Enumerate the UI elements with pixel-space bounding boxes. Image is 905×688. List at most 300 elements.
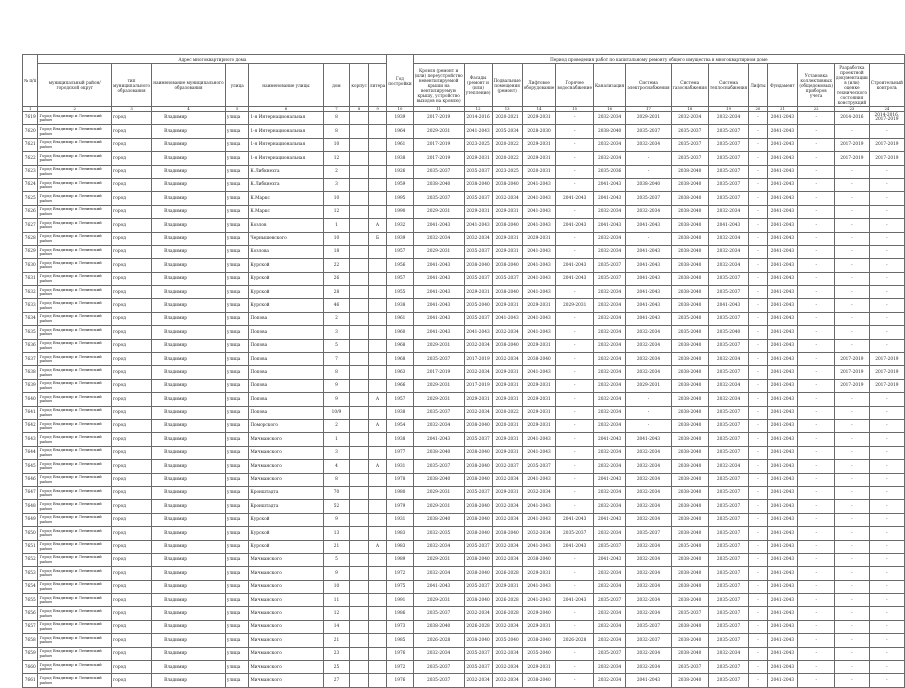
repair-period-cell: 2035-2037: [464, 245, 492, 258]
repair-period-cell: 2041-2043: [593, 513, 625, 526]
repair-period-cell: 2029-2031: [413, 500, 464, 513]
repair-period-cell: -: [749, 406, 767, 419]
table-row: [23, 326, 905, 339]
municipality-type-cell: город: [112, 634, 152, 647]
repair-period-cell: 2041-2043: [464, 125, 492, 138]
row-number-cell: 7628: [23, 232, 38, 245]
repair-period-cell: 2032-2034: [413, 232, 464, 245]
letter-cell: А: [368, 219, 386, 232]
building-cell: [350, 366, 368, 379]
house-cell: 7: [323, 353, 350, 366]
street-type-cell: улица: [225, 112, 248, 125]
street-name-cell: Кронштадта: [249, 500, 323, 513]
letter-cell: [368, 446, 386, 459]
table-row: [23, 379, 905, 392]
municipality-type-cell: город: [112, 661, 152, 674]
repair-period-cell: -: [626, 232, 671, 245]
repair-period-cell: 2029-2031: [492, 486, 522, 499]
repair-period-cell: -: [749, 661, 767, 674]
column-number: 23: [834, 107, 869, 112]
repair-period-cell: 2041-2043: [767, 299, 798, 312]
repair-period-cell: 2035-2037: [464, 647, 492, 660]
row-number-cell: 7639: [23, 379, 38, 392]
repair-period-cell: 2032-2034: [492, 353, 522, 366]
repair-period-cell: 2029-2031: [522, 419, 556, 432]
repair-period-cell: 2038-2040: [492, 178, 522, 191]
year-built-cell: 1954: [387, 419, 413, 432]
letter-cell: [368, 152, 386, 165]
column-header: Канализация: [593, 64, 625, 107]
repair-period-cell: -: [869, 178, 904, 191]
repair-period-cell: 2041-2043: [767, 540, 798, 553]
repair-period-cell: 2032-2034: [593, 112, 625, 125]
municipality-cell: Владимир: [152, 192, 226, 205]
repair-period-cell: 2035-2037: [593, 540, 625, 553]
street-name-cell: Мичманского: [249, 634, 323, 647]
repair-period-cell: 2038-2040: [671, 580, 708, 593]
house-cell: 9: [323, 379, 350, 392]
street-type-cell: улица: [225, 178, 248, 191]
repair-period-cell: -: [798, 272, 835, 285]
row-number-cell: 7648: [23, 500, 38, 513]
repair-period-cell: 2032-2034: [593, 634, 625, 647]
municipality-type-cell: город: [112, 406, 152, 419]
letter-cell: [368, 661, 386, 674]
column-number: 12: [464, 107, 492, 112]
house-cell: 8: [323, 366, 350, 379]
house-cell: 10: [323, 192, 350, 205]
repair-period-cell: 2041-2043: [767, 245, 798, 258]
street-type-cell: улица: [225, 326, 248, 339]
repair-period-cell: 2035-2037: [708, 178, 748, 191]
repair-period-cell: 2038-2040: [671, 620, 708, 633]
repair-period-cell: 2035-2037: [464, 192, 492, 205]
repair-period-cell: -: [834, 486, 869, 499]
repair-period-cell: -: [749, 125, 767, 138]
repair-period-cell: 2029-2031: [464, 152, 492, 165]
repair-period-cell: 2035-2040: [671, 326, 708, 339]
municipality-type-cell: город: [112, 527, 152, 540]
repair-period-cell: 2038-2040: [464, 553, 492, 566]
district-cell: Город Владимир и Ленинский район: [38, 433, 112, 446]
district-cell: Город Владимир и Ленинский район: [38, 540, 112, 553]
table-row: [23, 366, 905, 379]
repair-period-cell: 2032-2034: [593, 486, 625, 499]
letter-cell: А: [368, 460, 386, 473]
repair-period-cell: 2035-2037: [708, 406, 748, 419]
street-name-cell: Мичманского: [249, 460, 323, 473]
repair-period-cell: 2041-2043: [767, 567, 798, 580]
street-name-cell: Мичманского: [249, 607, 323, 620]
repair-period-cell: 2035-2037: [708, 286, 748, 299]
repair-period-cell: 2035-2040: [464, 299, 492, 312]
repair-period-cell: 2020-2022: [492, 152, 522, 165]
repair-period-cell: 2035-2037: [492, 272, 522, 285]
repair-period-cell: -: [834, 259, 869, 272]
municipality-cell: Владимир: [152, 406, 226, 419]
row-number-cell: 7627: [23, 219, 38, 232]
repair-period-cell: 2041-2043: [767, 219, 798, 232]
district-cell: Город Владимир и Ленинский район: [38, 446, 112, 459]
building-cell: [350, 607, 368, 620]
repair-period-cell: -: [798, 312, 835, 325]
repair-period-cell: -: [749, 299, 767, 312]
repair-period-cell: 2041-2043: [522, 205, 556, 218]
street-name-cell: Чернышевского: [249, 232, 323, 245]
repair-period-cell: 2038-2040: [671, 286, 708, 299]
repair-period-cell: -: [749, 553, 767, 566]
repair-period-cell: 2032-2034: [492, 500, 522, 513]
district-cell: Город Владимир и Ленинский район: [38, 580, 112, 593]
repair-period-cell: 2029-2031: [464, 393, 492, 406]
table-row: [23, 312, 905, 325]
table-row: [23, 406, 905, 419]
repair-period-cell: 2035-2040: [522, 647, 556, 660]
repair-period-cell: -: [869, 446, 904, 459]
row-number-cell: 7660: [23, 661, 38, 674]
year-built-cell: 1963: [387, 366, 413, 379]
repair-period-cell: 2032-2034: [492, 326, 522, 339]
repair-period-cell: -: [798, 513, 835, 526]
street-name-cell: К.Либкнехта: [249, 165, 323, 178]
repair-period-cell: 2032-2034: [522, 527, 556, 540]
repair-period-cell: -: [749, 312, 767, 325]
repair-period-cell: -: [749, 379, 767, 392]
repair-period-cell: 2041-2043: [767, 674, 798, 687]
municipality-type-cell: город: [112, 500, 152, 513]
repair-period-cell: 2028-2030: [522, 125, 556, 138]
column-header: Лифты: [749, 64, 767, 107]
repair-period-cell: 2035-2037: [464, 312, 492, 325]
letter-cell: [368, 178, 386, 191]
municipality-type-cell: город: [112, 112, 152, 125]
repair-period-cell: 2041-2043: [767, 205, 798, 218]
repair-period-cell: 2041-2043: [767, 393, 798, 406]
repair-period-cell: 2026-2028: [492, 567, 522, 580]
repair-period-cell: -: [798, 540, 835, 553]
repair-period-cell: 2032-2034: [593, 312, 625, 325]
repair-period-cell: 2032-2034: [626, 353, 671, 366]
municipality-type-cell: город: [112, 580, 152, 593]
repair-period-cell: -: [798, 460, 835, 473]
repair-period-cell: -: [834, 553, 869, 566]
table-row: [23, 540, 905, 553]
year-built-cell: 1932: [387, 219, 413, 232]
municipality-type-cell: город: [112, 540, 152, 553]
street-type-cell: улица: [225, 192, 248, 205]
repair-period-cell: -: [798, 419, 835, 432]
repair-period-cell: 2041-2043: [767, 513, 798, 526]
building-cell: [350, 634, 368, 647]
row-number-cell: 7642: [23, 419, 38, 432]
house-cell: 12: [323, 205, 350, 218]
municipality-cell: Владимир: [152, 540, 226, 553]
repair-period-cell: -: [749, 178, 767, 191]
repair-period-cell: 2017-2019: [869, 353, 904, 366]
repair-period-cell: 2041-2043: [767, 326, 798, 339]
repair-period-cell: -: [834, 647, 869, 660]
repair-period-cell: -: [749, 286, 767, 299]
repair-period-cell: 2029-2031: [464, 286, 492, 299]
repair-period-cell: 2023-2025: [464, 138, 492, 151]
repair-period-cell: -: [869, 540, 904, 553]
repair-period-cell: 2032-2034: [708, 393, 748, 406]
column-number: 16: [593, 107, 625, 112]
repair-period-cell: 2035-2040: [708, 326, 748, 339]
repair-period-cell: 2032-2034: [593, 152, 625, 165]
repair-period-cell: -: [869, 553, 904, 566]
municipality-type-cell: город: [112, 178, 152, 191]
letter-cell: [368, 620, 386, 633]
street-name-cell: Курской: [249, 299, 323, 312]
repair-period-cell: 2014-2016: [464, 112, 492, 125]
letter-cell: [368, 272, 386, 285]
repair-period-cell: 2032-2034: [708, 205, 748, 218]
repair-period-cell: 2020-2022: [492, 138, 522, 151]
repair-period-cell: -: [869, 473, 904, 486]
repair-period-cell: -: [749, 112, 767, 125]
column-header: дом: [323, 64, 350, 107]
repair-period-cell: 2032-2034: [626, 138, 671, 151]
building-cell: [350, 178, 368, 191]
repair-period-cell: 2017-2019: [834, 379, 869, 392]
repair-period-cell: 2035-2040: [671, 312, 708, 325]
repair-period-cell: -: [749, 393, 767, 406]
repair-period-cell: -: [798, 366, 835, 379]
repair-period-cell: 2032-2034: [593, 567, 625, 580]
repair-period-cell: 2032-2034: [626, 594, 671, 607]
repair-period-cell: -: [869, 205, 904, 218]
repair-period-cell: 2041-2043: [626, 312, 671, 325]
municipality-cell: Владимир: [152, 138, 226, 151]
repair-period-cell: 2035-2037: [413, 353, 464, 366]
year-built-cell: 1931: [387, 513, 413, 526]
building-cell: [350, 205, 368, 218]
repair-period-cell: 2035-2037: [708, 567, 748, 580]
repair-period-cell: -: [834, 460, 869, 473]
table-row: [23, 500, 905, 513]
district-cell: Город Владимир и Ленинский район: [38, 674, 112, 687]
repair-period-cell: 2035-2037: [708, 152, 748, 165]
street-type-cell: улица: [225, 152, 248, 165]
repair-period-cell: 2035-2037: [708, 192, 748, 205]
letter-cell: [368, 674, 386, 687]
repair-period-cell: -: [556, 446, 594, 459]
table-row: [23, 634, 905, 647]
house-cell: 1: [323, 433, 350, 446]
district-cell: Город Владимир и Ленинский район: [38, 513, 112, 526]
repair-period-cell: 2017-2019: [413, 152, 464, 165]
street-name-cell: Курской: [249, 527, 323, 540]
district-cell: Город Владимир и Ленинский район: [38, 339, 112, 352]
table-row: [23, 299, 905, 312]
repair-period-cell: -: [798, 339, 835, 352]
house-cell: 25: [323, 661, 350, 674]
repair-period-cell: -: [556, 326, 594, 339]
repair-period-cell: 2017-2019: [834, 152, 869, 165]
repair-period-cell: 2041-2043: [522, 366, 556, 379]
repair-period-cell: 2038-2040: [671, 353, 708, 366]
repair-period-cell: 2014-2016, 2017-2019: [869, 112, 904, 125]
column-header: Система электроснабжения: [626, 64, 671, 107]
repair-period-cell: -: [834, 433, 869, 446]
repair-period-cell: -: [834, 634, 869, 647]
building-cell: [350, 553, 368, 566]
column-number: 1: [23, 107, 38, 112]
table-row: [23, 125, 905, 138]
year-built-cell: 1939: [387, 232, 413, 245]
street-type-cell: улица: [225, 232, 248, 245]
repair-period-cell: 2041-2043: [522, 272, 556, 285]
repair-period-cell: -: [798, 152, 835, 165]
letter-cell: [368, 433, 386, 446]
column-header: Горячее водоснабжение: [556, 64, 594, 107]
repair-period-cell: 2041-2043: [522, 178, 556, 191]
repair-period-cell: 2041-2043: [464, 219, 492, 232]
repair-period-cell: 2032-2034: [626, 500, 671, 513]
repair-period-cell: 2041-2043: [767, 634, 798, 647]
repair-period-cell: 2032-2034: [626, 661, 671, 674]
column-number: 10: [387, 107, 413, 112]
repair-period-cell: 2041-2043: [413, 326, 464, 339]
repair-period-cell: 2038-2040: [464, 634, 492, 647]
repair-period-cell: 2032-2034: [464, 607, 492, 620]
letter-cell: А: [368, 393, 386, 406]
district-cell: Город Владимир и Ленинский район: [38, 232, 112, 245]
repair-period-cell: -: [834, 406, 869, 419]
letter-cell: [368, 205, 386, 218]
repair-period-cell: 2035-2037: [464, 661, 492, 674]
repair-period-cell: 2032-2034: [593, 353, 625, 366]
building-cell: [350, 446, 368, 459]
street-name-cell: Курской: [249, 259, 323, 272]
repair-period-cell: 2041-2043: [556, 540, 594, 553]
street-name-cell: Курской: [249, 513, 323, 526]
repair-period-cell: -: [556, 406, 594, 419]
row-number-cell: 7650: [23, 527, 38, 540]
district-cell: Город Владимир и Ленинский район: [38, 178, 112, 191]
repair-period-cell: -: [556, 553, 594, 566]
repair-period-cell: -: [798, 219, 835, 232]
repair-period-cell: 2035-2037: [464, 433, 492, 446]
repair-period-cell: -: [869, 219, 904, 232]
year-built-cell: 1961: [387, 312, 413, 325]
repair-period-cell: -: [869, 419, 904, 432]
repair-period-cell: 2041-2043: [522, 326, 556, 339]
repair-period-cell: 2026-2028: [413, 634, 464, 647]
table-row: [23, 245, 905, 258]
municipality-type-cell: город: [112, 553, 152, 566]
column-header: Лифтовое оборудование: [522, 64, 556, 107]
repair-period-cell: 2035-2037: [413, 406, 464, 419]
building-cell: [350, 379, 368, 392]
repair-period-cell: -: [556, 473, 594, 486]
repair-period-cell: -: [869, 647, 904, 660]
repair-period-cell: -: [798, 245, 835, 258]
column-header: Подвальные помещения (ремонт): [492, 64, 522, 107]
street-name-cell: К.Маркс: [249, 192, 323, 205]
repair-period-cell: -: [556, 178, 594, 191]
building-cell: [350, 312, 368, 325]
column-header: Система газоснабжения: [671, 64, 708, 107]
house-cell: 8: [323, 112, 350, 125]
repair-period-cell: 2029-2031: [522, 406, 556, 419]
row-number-cell: 7638: [23, 366, 38, 379]
repair-period-cell: 2041-2043: [593, 433, 625, 446]
house-cell: 11: [323, 594, 350, 607]
repair-period-cell: -: [749, 419, 767, 432]
repair-period-cell: 2038-2040: [671, 393, 708, 406]
building-cell: [350, 527, 368, 540]
repair-period-cell: -: [749, 192, 767, 205]
repair-period-cell: 2032-2034: [593, 674, 625, 687]
repair-period-cell: 2041-2043: [556, 259, 594, 272]
repair-period-cell: 2032-2034: [671, 112, 708, 125]
building-cell: [350, 620, 368, 633]
repair-period-cell: -: [798, 486, 835, 499]
year-built-cell: 1973: [387, 620, 413, 633]
repair-period-cell: 2017-2019: [413, 138, 464, 151]
repair-period-cell: 2041-2043: [522, 473, 556, 486]
column-header: корпус: [350, 64, 368, 107]
street-type-cell: улица: [225, 272, 248, 285]
building-cell: [350, 486, 368, 499]
repair-period-cell: -: [749, 486, 767, 499]
repair-period-cell: -: [834, 567, 869, 580]
repair-period-cell: -: [749, 353, 767, 366]
repair-period-cell: 2041-2043: [767, 366, 798, 379]
repair-period-cell: 2029-2040: [522, 607, 556, 620]
street-name-cell: Попова: [249, 366, 323, 379]
repair-period-cell: -: [834, 232, 869, 245]
district-cell: Город Владимир и Ленинский район: [38, 138, 112, 151]
repair-period-cell: 2041-2043: [522, 513, 556, 526]
row-number-cell: 7624: [23, 178, 38, 191]
repair-period-cell: 2032-2034: [593, 379, 625, 392]
row-number-cell: 7649: [23, 513, 38, 526]
repair-period-cell: 2041-2043: [626, 674, 671, 687]
row-number-cell: 7629: [23, 245, 38, 258]
letter-cell: [368, 245, 386, 258]
district-cell: Город Владимир и Ленинский район: [38, 353, 112, 366]
repair-period-cell: 2038-2040: [671, 219, 708, 232]
street-name-cell: Козлова: [249, 245, 323, 258]
repair-period-cell: 2035-2037: [413, 192, 464, 205]
repair-period-cell: 2038-2040: [671, 192, 708, 205]
row-number-cell: 7658: [23, 634, 38, 647]
house-cell: 22: [323, 259, 350, 272]
repair-period-cell: -: [834, 607, 869, 620]
repair-period-cell: -: [869, 245, 904, 258]
table-row: [23, 219, 905, 232]
letter-cell: [368, 406, 386, 419]
repair-period-cell: 2041-2043: [767, 286, 798, 299]
column-number: 3: [112, 107, 152, 112]
repair-period-cell: 2038-2040: [492, 527, 522, 540]
year-built-cell: 1972: [387, 661, 413, 674]
street-name-cell: Курской: [249, 272, 323, 285]
municipality-cell: Владимир: [152, 513, 226, 526]
repair-period-cell: 2032-2034: [593, 326, 625, 339]
repair-period-cell: 2029-2031: [492, 580, 522, 593]
street-type-cell: улица: [225, 674, 248, 687]
street-name-cell: Козлов: [249, 219, 323, 232]
repair-period-cell: -: [834, 674, 869, 687]
district-cell: Город Владимир и Ленинский район: [38, 594, 112, 607]
repair-period-cell: -: [749, 219, 767, 232]
repair-period-cell: -: [798, 379, 835, 392]
year-built-cell: 1972: [387, 567, 413, 580]
